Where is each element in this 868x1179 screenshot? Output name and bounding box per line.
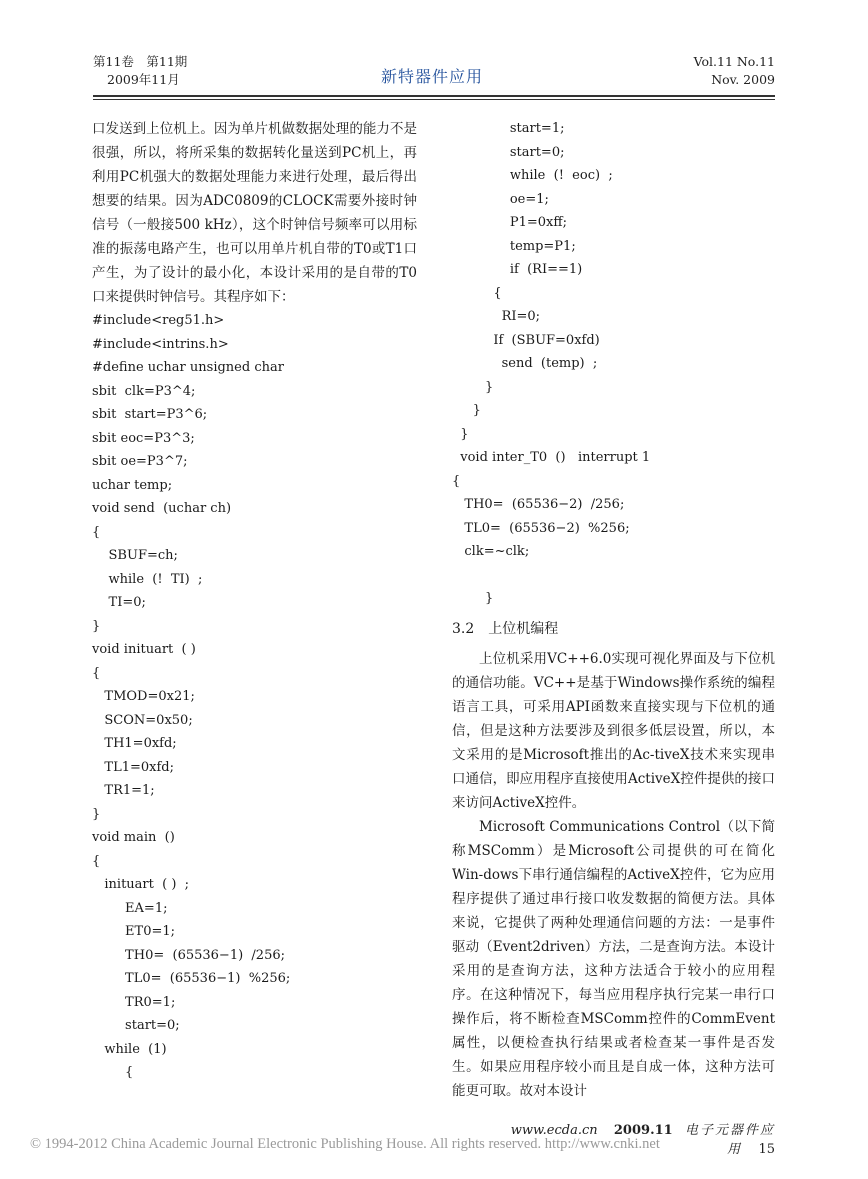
left-code-line: { [92, 1065, 134, 1080]
left-code-line: TH0= (65536−1) /256; [92, 947, 285, 963]
right-code-line: send (temp) ; [452, 356, 598, 371]
header-rule-thin [93, 99, 775, 100]
left-intro-paragraph: 口发送到上位机上。因为单片机做数据处理的能力不是很强，所以，将所采集的数据转化量送到PC机上，再利用PC机强大的数据处理能力来进行处理，最后得出想要的结果。因为ADC0809的CLOCK需要外接时钟信号（一般接500 kHz），这个时钟信号频率可以用标准的振荡电路产生，也可以用单片机自带的T0或T1口产生，为了设计的最小化，本设计采用的是自带的T0口来提供时钟信号。其程序如下： [92, 121, 417, 305]
left-code-line: TH1=0xfd; [92, 736, 177, 751]
right-code-line: start=1; [452, 121, 565, 136]
footer-magazine: 电子元器件应用 [684, 1123, 775, 1157]
right-code-line: void inter_T0 () interrupt 1 [452, 450, 651, 465]
right-code-line: TH0= (65536−2) /256; [452, 497, 625, 512]
left-code-line: ET0=1; [92, 924, 176, 939]
left-code-line: TR0=1; [92, 994, 176, 1010]
footer-site: www.ecda.cn [510, 1123, 598, 1138]
right-paragraph-vc: 上位机采用VC++6.0实现可视化界面及与下位机的通信功能。VC++是基于Windows操作系统的编程语言工具，可采用API函数来直接实现与下位机的通信，但是这种方法要涉及到很多低层设置，所以，本文采用的是Microsoft推出的Ac-tiveX技术来实现串口通信，即应用程序直接使用ActiveX控件提供的接口来访问ActiveX控件。 [452, 650, 775, 811]
right-code-line: } [452, 426, 469, 442]
left-code-line: void main () [92, 830, 175, 845]
header-date-cn: 2009年11月 [107, 72, 180, 87]
header-vol-issue-text: 第11卷 第11期 [93, 54, 188, 69]
left-code-line: inituart ( ) ; [92, 877, 190, 892]
left-code-line: TL0= (65536−1) %256; [92, 971, 291, 986]
right-code-line: { [452, 473, 461, 489]
left-code-line: #define uchar unsigned char [92, 360, 284, 375]
left-code-line: sbit clk=P3^4; [92, 383, 196, 399]
right-code-line: while (! eoc) ; [452, 168, 613, 183]
right-code-line: TL0= (65536−2) %256; [452, 520, 630, 536]
right-column [452, 117, 775, 1103]
right-code-line: clk=~clk; [452, 544, 530, 559]
right-code-line: { [452, 285, 502, 301]
section-heading-3-2: 3.2 上位机编程 [452, 620, 559, 637]
left-code-line: TR1=1; [92, 783, 155, 798]
left-code-line: SBUF=ch; [92, 548, 178, 563]
right-code-line: temp=P1; [452, 238, 576, 254]
header-volume-en [680, 53, 775, 89]
left-code-line: start=0; [92, 1018, 180, 1033]
header-date-en: Nov. 2009 [711, 72, 775, 87]
left-code-line: sbit eoc=P3^3; [92, 430, 195, 446]
right-code-line: start=0; [452, 144, 565, 160]
header-journal-title: 新特器件应用 [381, 67, 484, 86]
right-code-line [452, 564, 775, 588]
left-code-listing [92, 309, 417, 1085]
footer-issue: 2009.11 [613, 1123, 673, 1138]
copyright-notice: © 1994-2012 China Academic Journal Electronic Publishing House. All rights reserved. http://www.cnki.net [30, 1136, 660, 1152]
right-code-line: oe=1; [452, 191, 549, 207]
left-code-line: while (1) [92, 1041, 167, 1057]
right-code-line: } [452, 591, 494, 606]
left-code-line: SCON=0x50; [92, 712, 193, 728]
left-code-line: EA=1; [92, 900, 168, 916]
right-code-line: P1=0xff; [452, 215, 567, 230]
left-code-line: TI=0; [92, 595, 146, 610]
left-code-line: } [92, 618, 101, 634]
left-column [92, 117, 417, 1085]
left-code-line: sbit start=P3^6; [92, 407, 208, 422]
left-code-line: #include<intrins.h> [92, 336, 229, 352]
right-code-line: if (RI==1) [452, 262, 583, 277]
header-vol-en-text: Vol.11 No.11 [693, 54, 775, 69]
left-code-line: void send (uchar ch) [92, 501, 232, 516]
right-code-line: } [452, 379, 494, 395]
left-code-line: #include<reg51.h> [92, 313, 225, 328]
header-rule-thick [93, 95, 775, 97]
left-code-line: TMOD=0x21; [92, 689, 195, 704]
left-code-line: TL1=0xfd; [92, 759, 174, 775]
footer-page-number: 15 [758, 1142, 775, 1157]
header-volume-issue [93, 53, 187, 89]
left-code-line: while (! TI) ; [92, 571, 203, 587]
left-code-line: { [92, 524, 101, 540]
right-code-line: If (SBUF=0xfd) [452, 332, 600, 348]
right-code-line: RI=0; [452, 309, 541, 324]
right-paragraph-mscomm: Microsoft Communications Control（以下简称MSComm）是Microsoft公司提供的可在简化Win-dows下串行通信编程的ActiveX控件，它为应用程序提供了通过串行接口收发数据的简便方法。具体来说，它提供了两种处理通信问题的方法：一是事件驱动（Event2driven）方法，二是查询方法。本设计采用的是查询方法，这种方法适合于较小的应用程序。在这种情况下，每当应用程序执行完某一串行口操作后，将不断检查MSComm控件的CommEvent属性，以便检查执行结果或者检查某一事件是否发生。如果应用程序较小而且是自成一体，这种方法可能更可取。故对本设计 [452, 818, 775, 1099]
right-code-line: } [452, 403, 481, 418]
left-code-line: } [92, 806, 101, 822]
left-code-line: void inituart ( ) [92, 642, 196, 657]
left-code-line: { [92, 665, 101, 681]
left-code-line: sbit oe=P3^7; [92, 454, 188, 469]
left-code-line: uchar temp; [92, 477, 173, 493]
left-code-line: { [92, 853, 101, 869]
right-code-listing [452, 117, 775, 611]
